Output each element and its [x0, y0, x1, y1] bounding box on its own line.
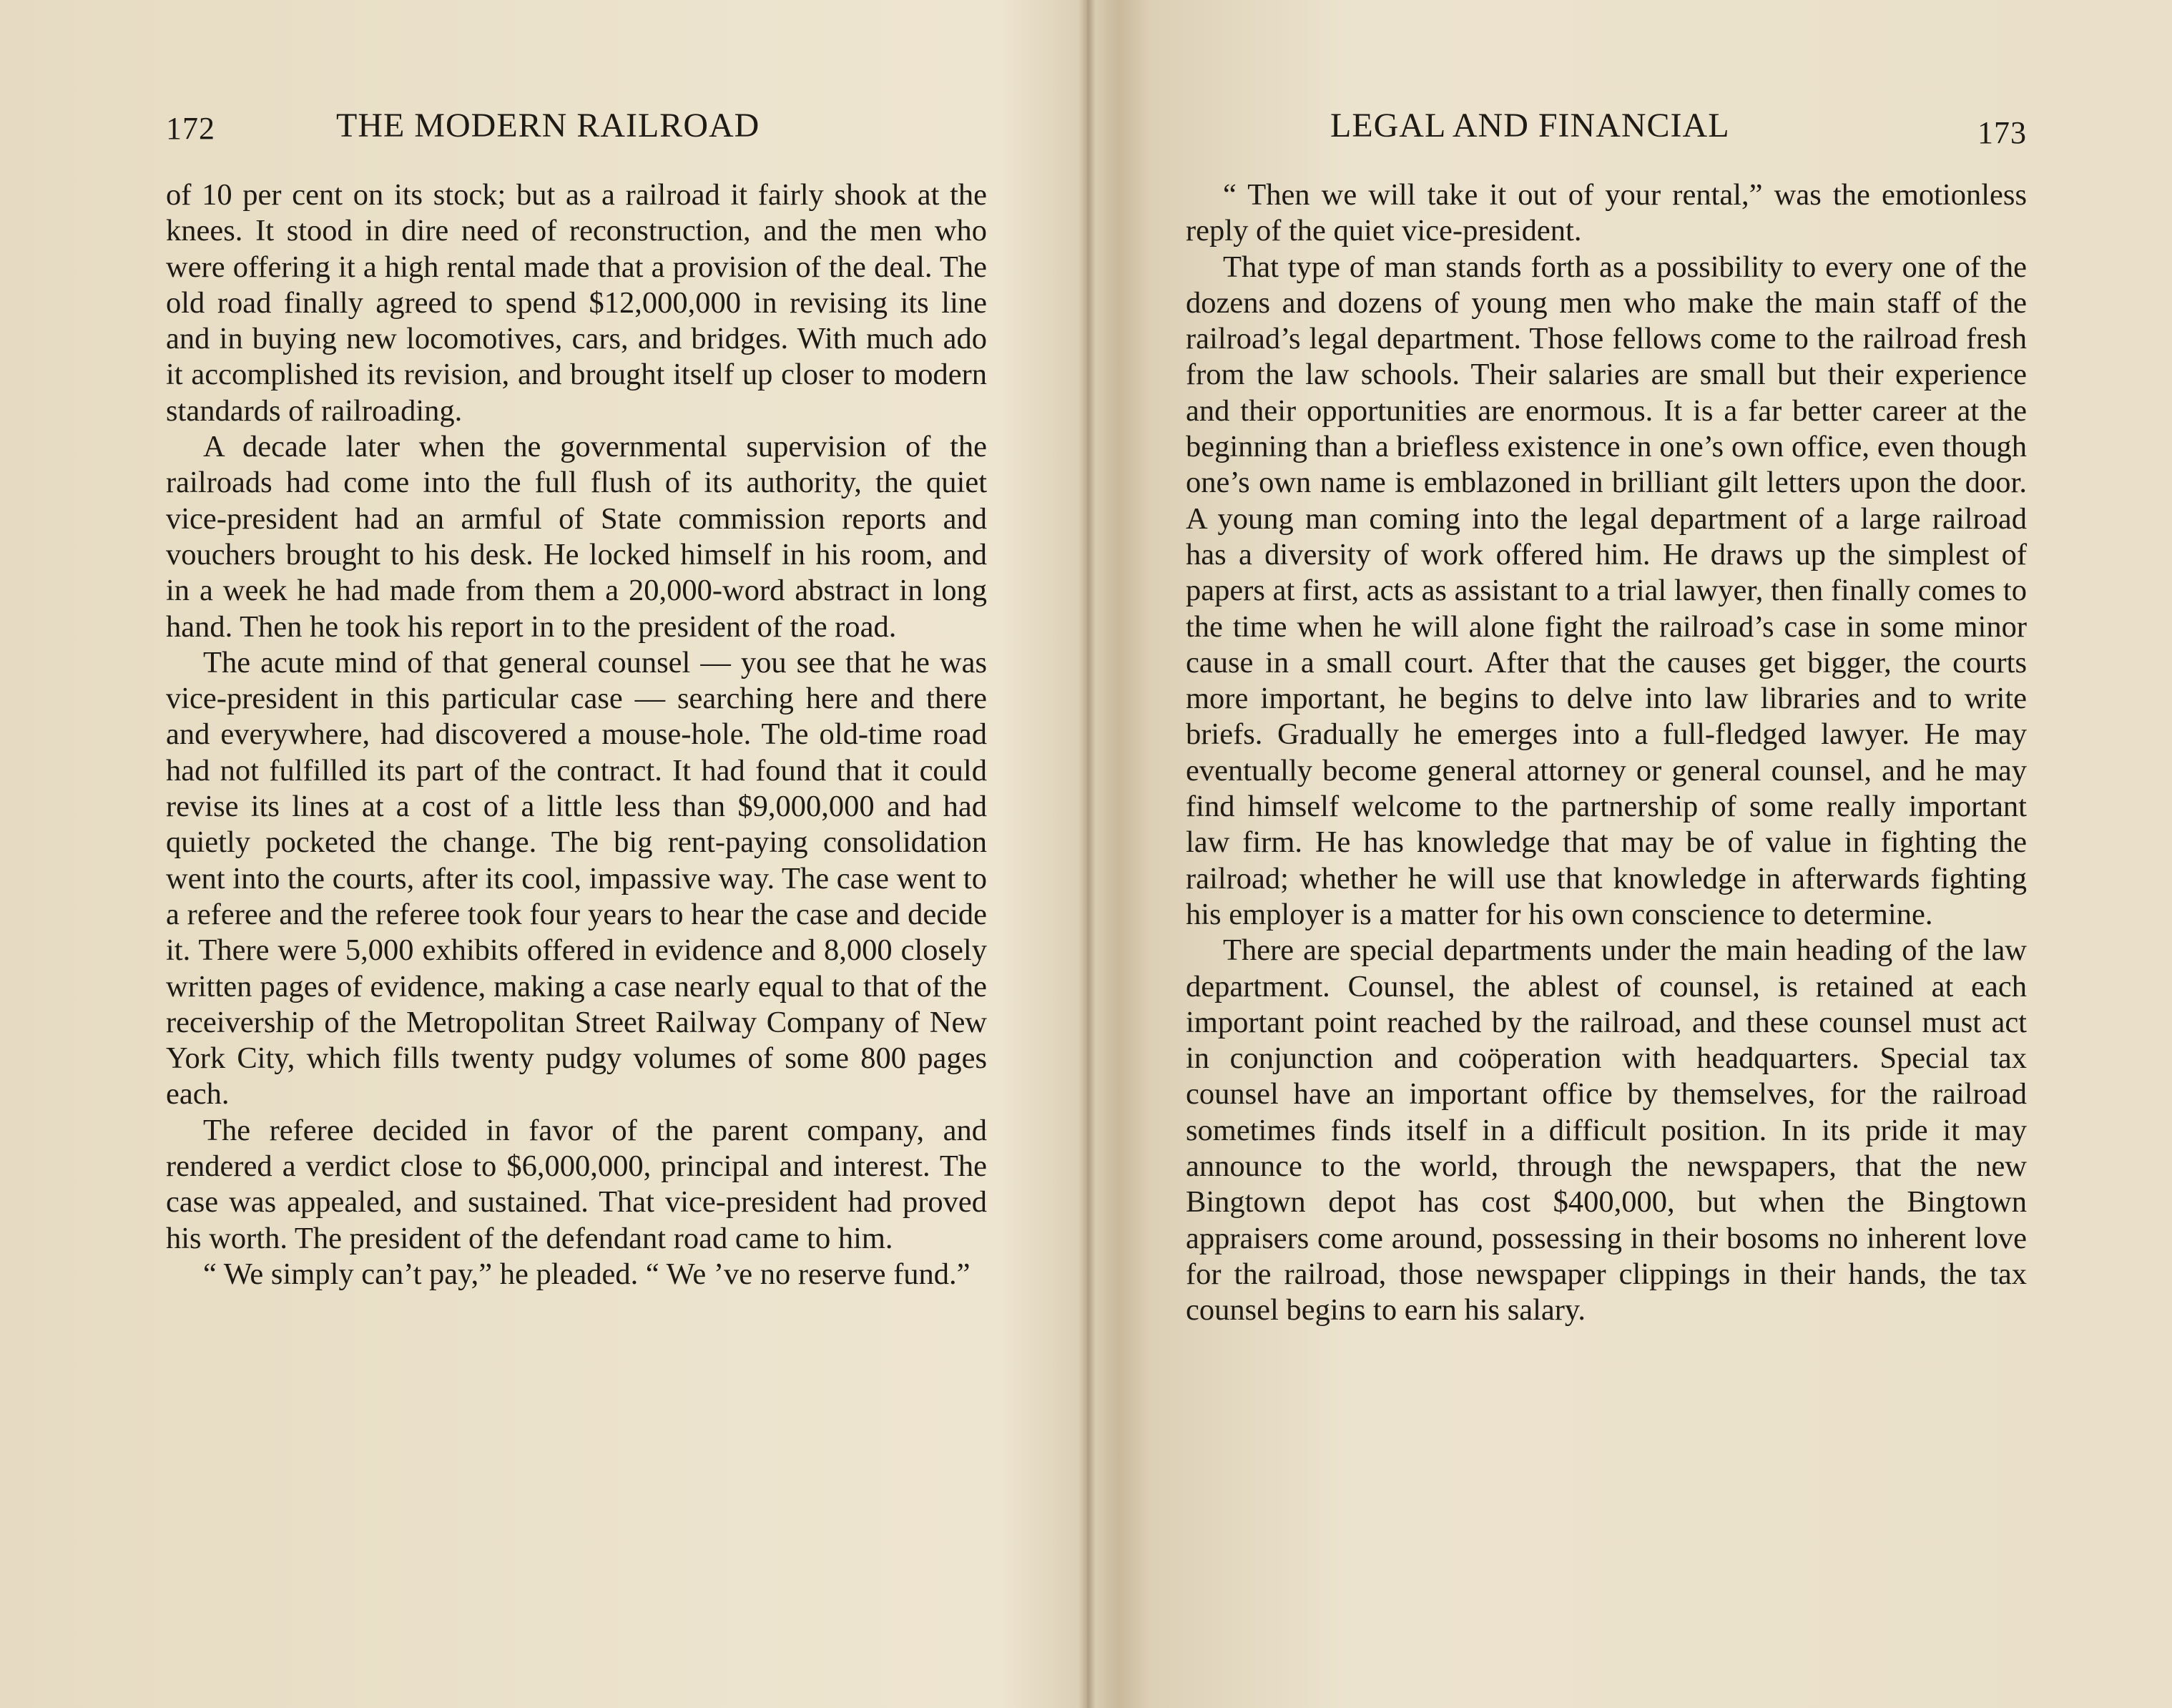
paragraph: “ We simply can’t pay,” he pleaded. “ We ’ve no reserve fund.” — [203, 1257, 970, 1291]
right-page — [1094, 0, 2172, 1708]
left-page-number: 172 — [166, 111, 215, 146]
right-page-body — [1186, 177, 2027, 1329]
paragraph: That type of man stands forth as a possibility to every one of the dozens and dozens of young men who make the main staff of the railroad’s legal department. Those fellows come to the railroad fresh from the law schools. Their salaries are small but their experience and their opportunities are enormous. It is a far better career at the beginning than a briefless existence in one’s own office, even though one’s own name is emblazoned in brilliant gilt letters upon the door. A young man coming into the legal department of a large railroad has a diversity of work offered him. He draws up the simplest of papers at first, acts as assistant to a trial lawyer, then finally comes to the time when he will alone fight the railroad’s case in some minor cause in a small court. After that the causes get bigger, the courts more important, he begins to delve into law libraries and to write briefs. Gradually he emerges into a full-fledged lawyer. He may eventually become general attorney or general counsel, and he may find himself welcome to the partnership of some really important law firm. He has knowledge that may be of value in fighting the railroad; whether he will use that knowledge in afterwards fighting his employer is a matter for his own conscience to determine. — [1186, 250, 2027, 931]
left-running-head: THE MODERN RAILROAD — [336, 107, 760, 144]
paragraph: There are special departments under the main heading of the law department. Counsel, the ablest of counsel, is retained at each important point reached by the railroad, and these counsel must act in conjunction and coöperation with headquarters. Special tax counsel have an important office by themselves, for the railroad sometimes finds itself in a difficult position. In its pride it may announce to the world, through the newspapers, that the new Bingtown depot has cost $400,000, but when the Bingtown appraisers come around, possessing in their bosoms no inherent love for the railroad, those newspaper clippings in their hands, the tax counsel begins to earn his salary. — [1186, 933, 2027, 1327]
paragraph: The referee decided in favor of the parent company, and rendered a verdict close to $6,000,000, principal and interest. The case was appealed, and sustained. That vice-president had proved his worth. The president of the defendant road came to him. — [166, 1113, 987, 1255]
paragraph: The acute mind of that general counsel — you see that he was vice-president in this particular case — searching here and there and everywhere, had discovered a mouse-hole. The old-time road had not fulfilled its part of the contract. It had found that it could revise its lines at a cost of a little less than $9,000,000 and had quietly pocketed the change. The big rent-paying consolidation went into the courts, after its cool, impassive way. The case went to a referee and the referee took four years to hear the case and decide it. There were 5,000 exhibits offered in evidence and 8,000 closely written pages of evidence, making a case nearly equal to that of the receivership of the Metropolitan Street Railway Company of New York City, which fills twenty pudgy volumes of some 800 pages each. — [166, 645, 987, 1111]
book-gutter — [1078, 0, 1096, 1708]
left-page-header — [166, 106, 996, 149]
paragraph: of 10 per cent on its stock; but as a railroad it fairly shook at the knees. It stood in dire need of reconstruction, and the men who were offering it a high rental made that a provision of the deal. The old road finally agreed to spend $12,000,000 in revising its line and in buying new locomotives, cars, and bridges. With much ado it accomplished its revision, and brought itself up closer to modern standards of railroading. — [166, 178, 987, 428]
paragraph: “ Then we will take it out of your rental,” was the emotionless reply of the quiet vice-president. — [1186, 178, 2027, 248]
right-running-head: LEGAL AND FINANCIAL — [1330, 107, 1730, 144]
left-page — [0, 0, 1080, 1708]
right-page-number: 173 — [1977, 115, 2027, 150]
paragraph: A decade later when the governmental supervision of the railroads had come into the full flush of its authority, the quiet vice-president had an armful of State commission reports and vouchers brought to his desk. He locked himself in his room, and in a week he had made from them a 20,000-word abstract in long hand. Then he took his report in to the president of the road. — [166, 430, 987, 644]
left-page-body — [166, 177, 987, 1292]
right-page-header — [1183, 106, 2027, 149]
